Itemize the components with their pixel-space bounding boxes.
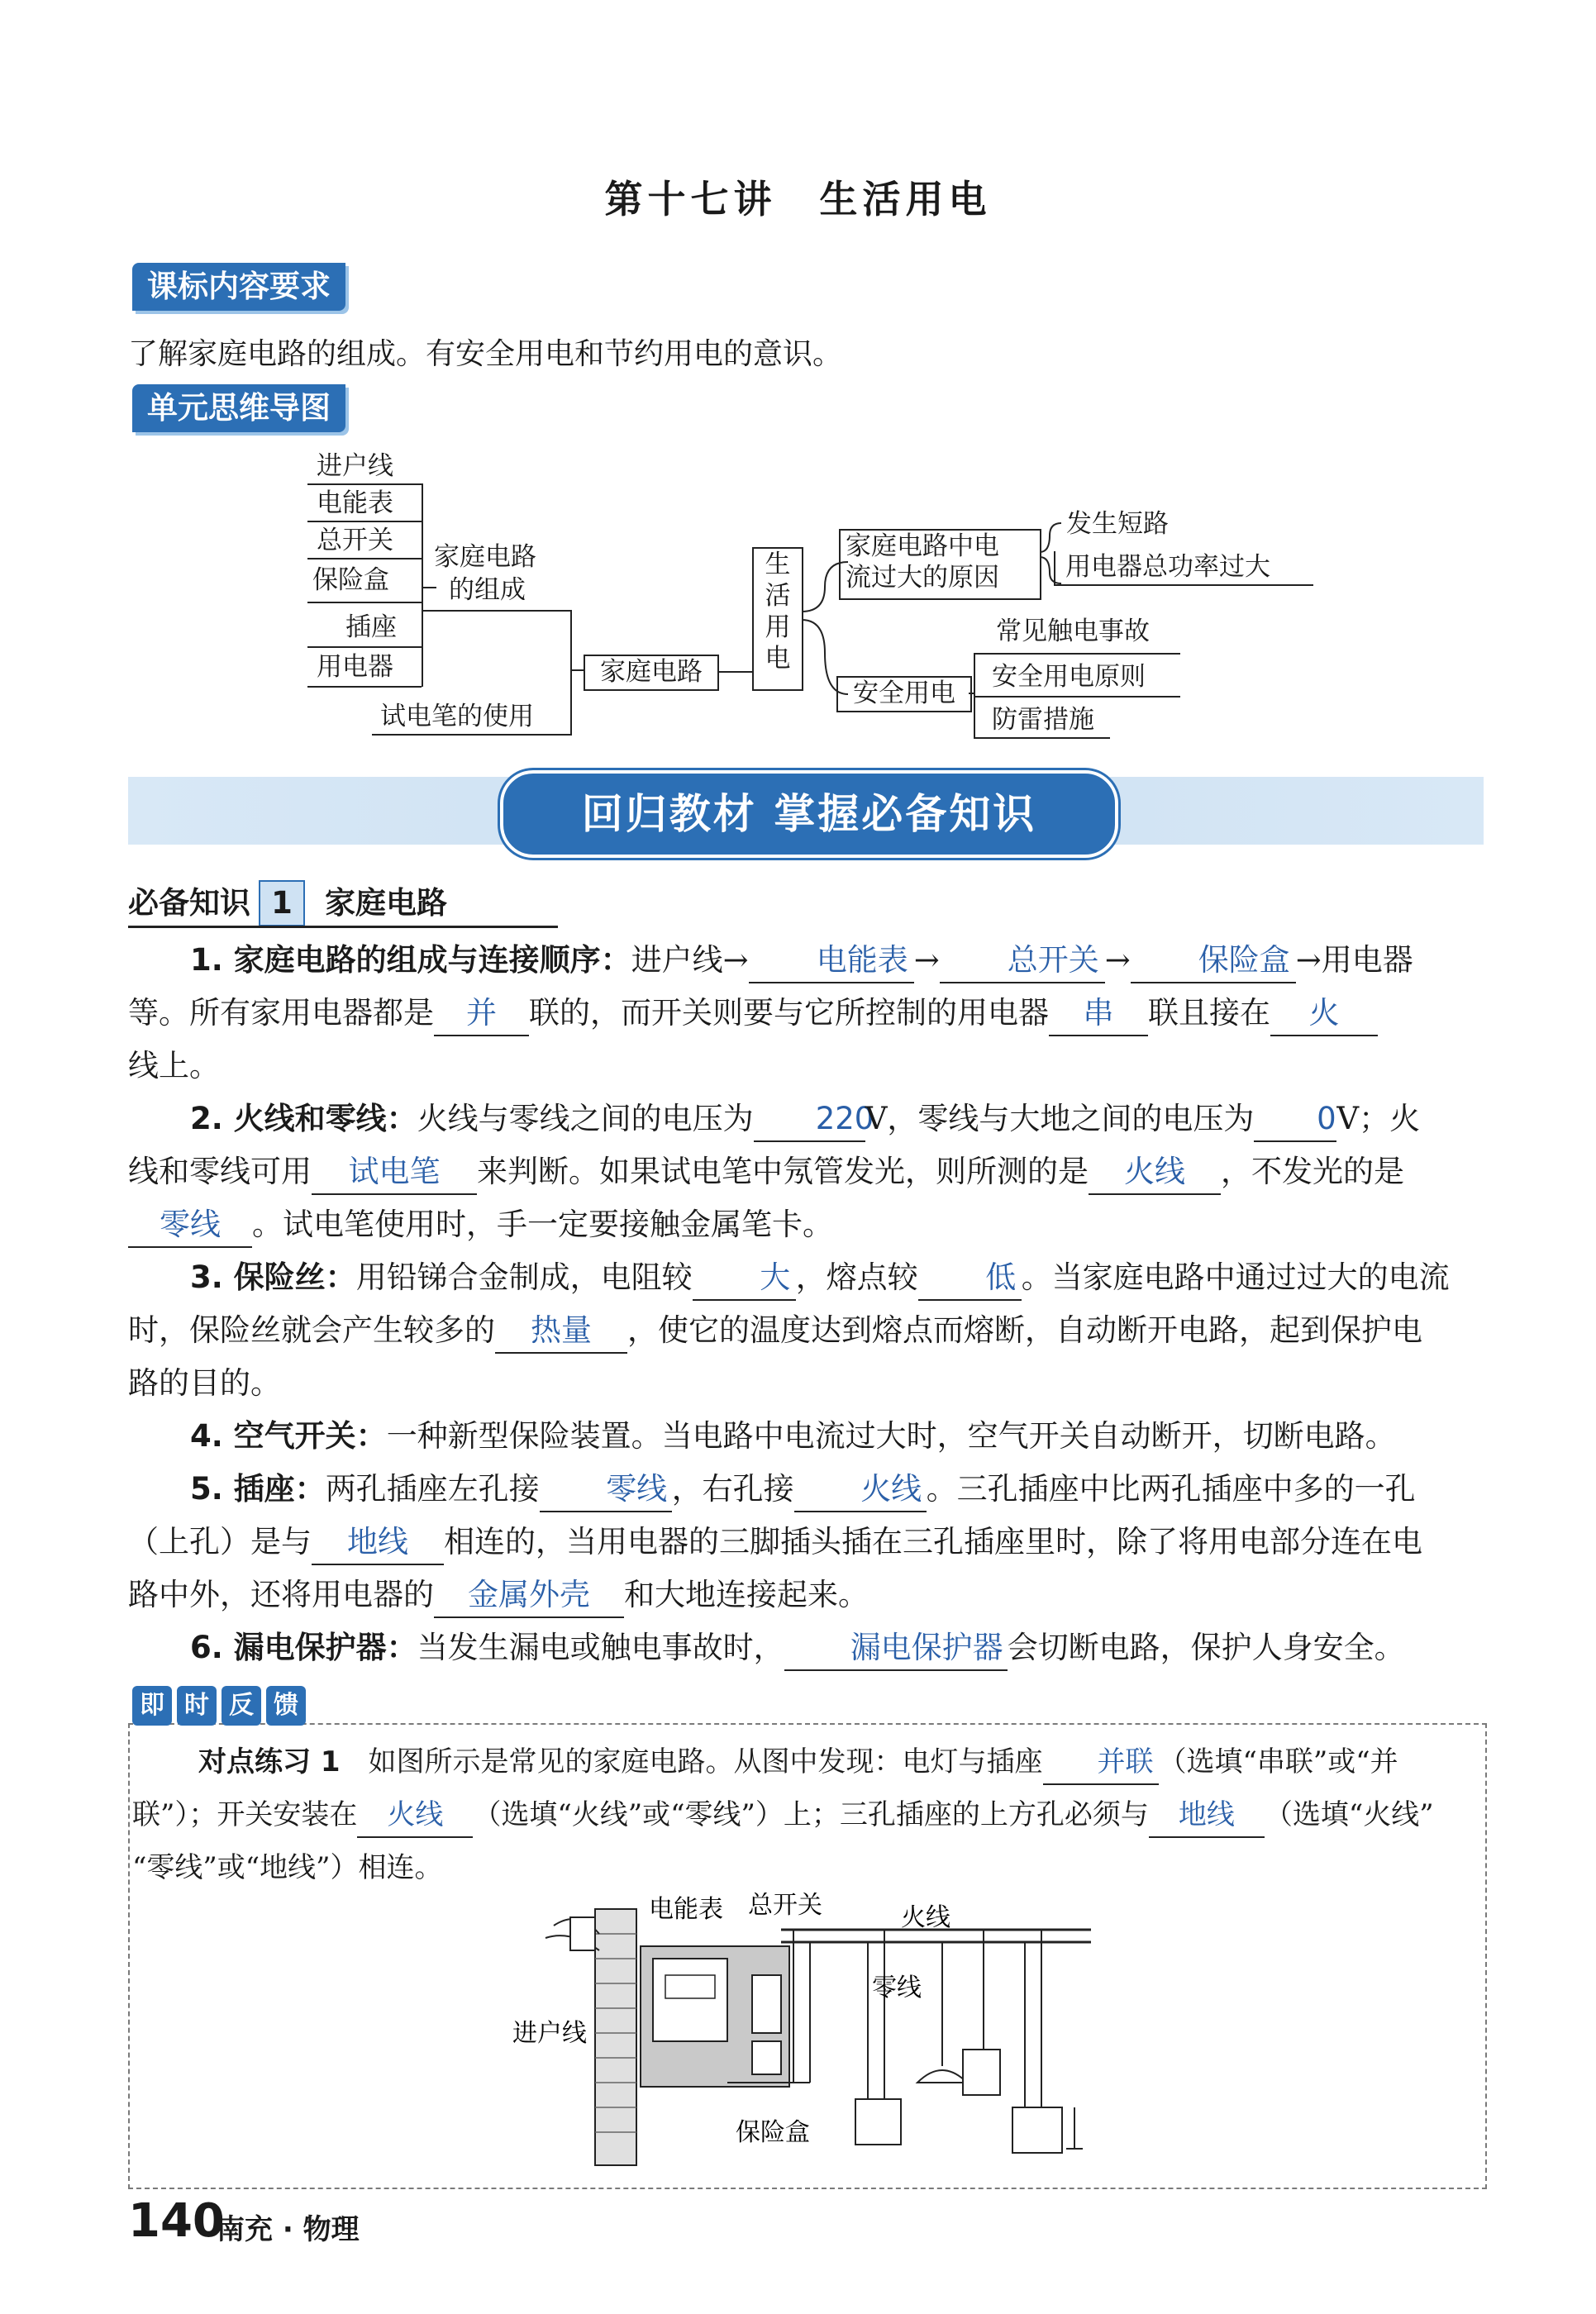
mm-item: 总开关 <box>317 526 393 555</box>
mm-composition: 家庭电路 <box>434 542 536 572</box>
answer-blank: 220 <box>754 1097 865 1142</box>
mm-item: 进户线 <box>317 451 393 481</box>
knowledge-item-4: 4. 空气开关：一种新型保险装置。当电路中电流过大时，空气开关自动断开，切断电路。 <box>190 1418 1396 1454</box>
mm-overcurrent: 家庭电路中电 流过大的原因 <box>839 529 1041 600</box>
label-service-line: 进户线 <box>512 2019 587 2048</box>
mm-cause: 发生短路 <box>1066 509 1169 539</box>
curriculum-tag: 课标内容要求 <box>132 263 345 311</box>
lamp-icon <box>917 2070 967 2083</box>
label-meter: 电能表 <box>649 1895 723 1924</box>
answer-blank: 地线 <box>1149 1793 1265 1838</box>
mm-composition: 的组成 <box>449 575 526 605</box>
knowledge-item-2-line2: 线和零线可用 试电笔 来判断。如果试电笔中氖管发光，则所测的是 火线 ，不发光的是 <box>128 1145 1484 1198</box>
section-header: 必备知识 1 家庭电路 <box>128 878 447 926</box>
knowledge-item-2: 2. 火线和零线：火线与零线之间的电压为 220V，零线与大地之间的电压为 0V；火 <box>128 1093 1484 1145</box>
circuit-diagram <box>496 1893 1108 2174</box>
answer-blank: 金属外壳 <box>434 1574 624 1618</box>
answer-blank: 试电笔 <box>312 1150 477 1195</box>
knowledge-item-1-line2: 等。所有家用电器都是 并 联的，而开关则要与它所控制的用电器 串 联且接在 火 <box>128 987 1484 1040</box>
knowledge-item-5-line2: （上孔）是与 地线 相连的，当用电器的三脚插头插在三孔插座里时，除了将用电部分连在电 <box>128 1516 1484 1569</box>
answer-blank: 保险盒 <box>1131 939 1296 983</box>
curriculum-text: 了解家庭电路的组成。有安全用电和节约用电的意识。 <box>128 337 843 371</box>
mm-safety-item: 防雷措施 <box>992 705 1094 735</box>
knowledge-item-3-line2: 时，保险丝就会产生较多的 热量 ，使它的温度达到熔点而熔断，自动断开电路，起到保护电 <box>128 1304 1484 1357</box>
page-number: 140 <box>128 2194 225 2248</box>
answer-blank: 零线 <box>128 1203 252 1248</box>
mm-safety-item: 安全用电原则 <box>992 662 1146 692</box>
knowledge-item-6: 6. 漏电保护器：当发生漏电或触电事故时， 漏电保护器 会切断电路，保护人身安全。 <box>128 1621 1484 1674</box>
mm-cause: 用电器总功率过大 <box>1054 551 1313 586</box>
section-number: 1 <box>259 880 305 926</box>
banner-title: 回归教材 掌握必备知识 <box>500 770 1118 858</box>
answer-blank: 大 <box>693 1256 796 1301</box>
answer-blank: 电能表 <box>749 939 914 983</box>
exercise-line1: 对点练习 1 如图所示是常见的家庭电路。从图中发现：电灯与插座 并联 （选填“串联”或“并 <box>149 1736 1471 1788</box>
footer-text: 南充 · 物理 <box>217 2213 360 2246</box>
mm-safety: 安全用电 <box>836 676 972 712</box>
main-switch-icon <box>752 1975 781 2033</box>
meter-icon <box>653 1959 727 2041</box>
knowledge-item-5: 5. 插座：两孔插座左孔接 零线 ，右孔接 火线 。三孔插座中比两孔插座中多的一孔 <box>128 1463 1484 1516</box>
feedback-tags: 即 时 反 馈 <box>132 1686 311 1726</box>
answer-blank: 火线 <box>357 1793 473 1838</box>
mm-item: 电能表 <box>317 488 393 518</box>
two-hole-outlet-icon <box>855 2099 901 2145</box>
label-neutral-wire: 零线 <box>872 1974 922 2002</box>
fuse-icon <box>752 2041 781 2074</box>
mm-safety-item: 常见触电事故 <box>996 617 1150 646</box>
label-fuse-box: 保险盒 <box>736 2118 810 2147</box>
mm-item: 插座 <box>345 612 397 642</box>
answer-blank: 地线 <box>312 1521 444 1565</box>
three-hole-outlet-icon <box>1012 2107 1062 2153</box>
mm-center: 生 活 用 电 <box>752 547 803 691</box>
knowledge-item-3: 3. 保险丝：用铅锑合金制成，电阻较 大 ，熔点较 低 。当家庭电路中通过过大的电流 <box>128 1251 1484 1304</box>
knowledge-item-2-line3: 零线 。试电笔使用时，手一定要接触金属笔卡。 <box>128 1198 1484 1251</box>
answer-blank: 总开关 <box>940 939 1105 983</box>
knowledge-item-5-line3: 路中外，还将用电器的 金属外壳 和大地连接起来。 <box>128 1569 1484 1621</box>
exercise-line3: “零线”或“地线”）相连。 <box>132 1851 443 1884</box>
answer-blank: 并 <box>434 992 529 1036</box>
answer-blank: 并联 <box>1043 1740 1159 1785</box>
knowledge-item-1: 1. 家庭电路的组成与连接顺序：进户线→ 电能表 → 总开关 → 保险盒 →用电器 <box>128 934 1484 987</box>
mm-item: 保险盒 <box>312 565 389 595</box>
mm-household: 家庭电路 <box>584 655 719 691</box>
answer-blank: 火线 <box>794 1468 927 1512</box>
label-main-switch: 总开关 <box>748 1893 822 1920</box>
knowledge-item-1-line3: 线上。 <box>128 1048 220 1083</box>
knowledge-item-3-line3: 路的目的。 <box>128 1365 281 1401</box>
answer-blank: 漏电保护器 <box>784 1626 1008 1671</box>
answer-blank: 0 <box>1254 1097 1336 1142</box>
answer-blank: 串 <box>1049 992 1148 1036</box>
answer-blank: 低 <box>918 1256 1022 1301</box>
mind-map <box>0 0 1596 744</box>
page-title: 第十七讲 生活用电 <box>604 177 992 221</box>
answer-blank: 火 <box>1270 992 1378 1036</box>
answer-blank: 零线 <box>540 1468 672 1512</box>
mm-test-pen: 试电笔的使用 <box>380 702 534 731</box>
mm-item: 用电器 <box>317 652 393 682</box>
wall-switch-icon <box>963 2050 1000 2095</box>
exercise-line2: 联”）；开关安装在 火线 （选填“火线”或“零线”）上；三孔插座的上方孔必须与 地线 （选填“火线” <box>132 1788 1455 1841</box>
mindmap-tag: 单元思维导图 <box>132 384 345 432</box>
answer-blank: 热量 <box>495 1309 627 1354</box>
section-name: 家庭电路 <box>325 885 447 921</box>
label-live-wire: 火线 <box>901 1903 950 1932</box>
section-banner <box>128 777 1484 845</box>
answer-blank: 火线 <box>1089 1150 1221 1195</box>
